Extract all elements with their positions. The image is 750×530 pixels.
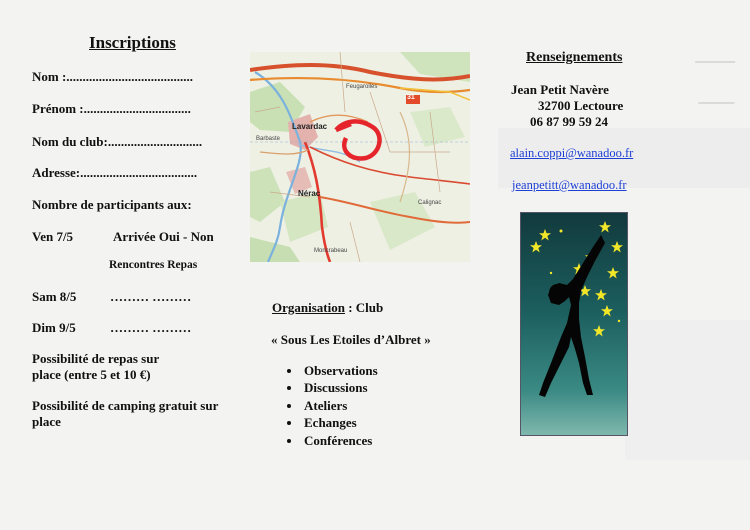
ven-arrivee-choice[interactable]: Arrivée Oui - Non bbox=[113, 229, 214, 244]
list-item: • Ateliers bbox=[302, 397, 378, 414]
dim-counts-field[interactable]: ……… ……… bbox=[110, 320, 192, 335]
activities-list bbox=[286, 362, 378, 449]
organisation-suffix: : Club bbox=[344, 300, 384, 315]
location-map bbox=[250, 52, 470, 262]
list-item: • Conférences bbox=[302, 432, 378, 449]
list-item: • Discussions bbox=[302, 379, 378, 396]
map-label-lavardac: Lavardac bbox=[292, 122, 328, 131]
contact-phone: 06 87 99 59 24 bbox=[530, 114, 608, 129]
inscriptions-title: Inscriptions bbox=[89, 33, 176, 52]
repas-text-line1: Possibilité de repas sur bbox=[32, 351, 160, 366]
map-label-calignac: Calignac bbox=[418, 200, 442, 206]
organisation-heading bbox=[272, 300, 383, 316]
show-through-panel bbox=[625, 320, 750, 460]
email-link-jeanpetit[interactable]: jeanpetitt@wanadoo.fr bbox=[512, 178, 627, 192]
sam-counts-field[interactable]: ……… ……… bbox=[110, 289, 192, 304]
club-name: « Sous Les Etoiles d’Albret » bbox=[271, 332, 431, 347]
map-road-number: 31 bbox=[407, 94, 415, 101]
rencontres-repas-label: Rencontres Repas bbox=[109, 259, 198, 271]
ven-day-label: Ven 7/5 bbox=[32, 229, 74, 244]
list-item: • Echanges bbox=[302, 414, 378, 431]
dim-day-label: Dim 9/5 bbox=[32, 320, 76, 335]
sam-day-label: Sam 8/5 bbox=[32, 289, 77, 304]
list-item: • Observations bbox=[302, 362, 378, 379]
repas-text-line2: place (entre 5 et 10 €) bbox=[32, 367, 151, 382]
adresse-field[interactable]: Adresse:.................................... bbox=[32, 165, 198, 180]
club-field[interactable]: Nom du club:............................. bbox=[32, 134, 203, 149]
map-label-barbaste: Barbaste bbox=[256, 136, 281, 142]
map-label-moncrabeau: Moncrabeau bbox=[314, 248, 348, 254]
camping-text-line2: place bbox=[32, 414, 61, 429]
renseignements-title: Renseignements bbox=[526, 50, 623, 65]
nom-field[interactable]: Nom :....................................... bbox=[32, 69, 194, 84]
camping-text-line1: Possibilité de camping gratuit sur bbox=[32, 398, 219, 413]
map-label-feugarolles: Feugarolles bbox=[346, 84, 378, 90]
star-reaching-illustration bbox=[520, 212, 628, 436]
prenom-field[interactable]: Prénom :................................. bbox=[32, 101, 191, 116]
contact-name: Jean Petit Navère bbox=[511, 82, 609, 97]
email-link-alain[interactable]: alain.coppi@wanadoo.fr bbox=[510, 146, 634, 160]
show-through-shape bbox=[698, 82, 742, 104]
map-label-nerac: Nérac bbox=[298, 189, 321, 198]
contact-city: 32700 Lectoure bbox=[538, 98, 624, 113]
show-through-shape bbox=[695, 35, 745, 63]
participants-label: Nombre de participants aux: bbox=[32, 197, 192, 212]
organisation-label: Organisation bbox=[272, 300, 345, 315]
